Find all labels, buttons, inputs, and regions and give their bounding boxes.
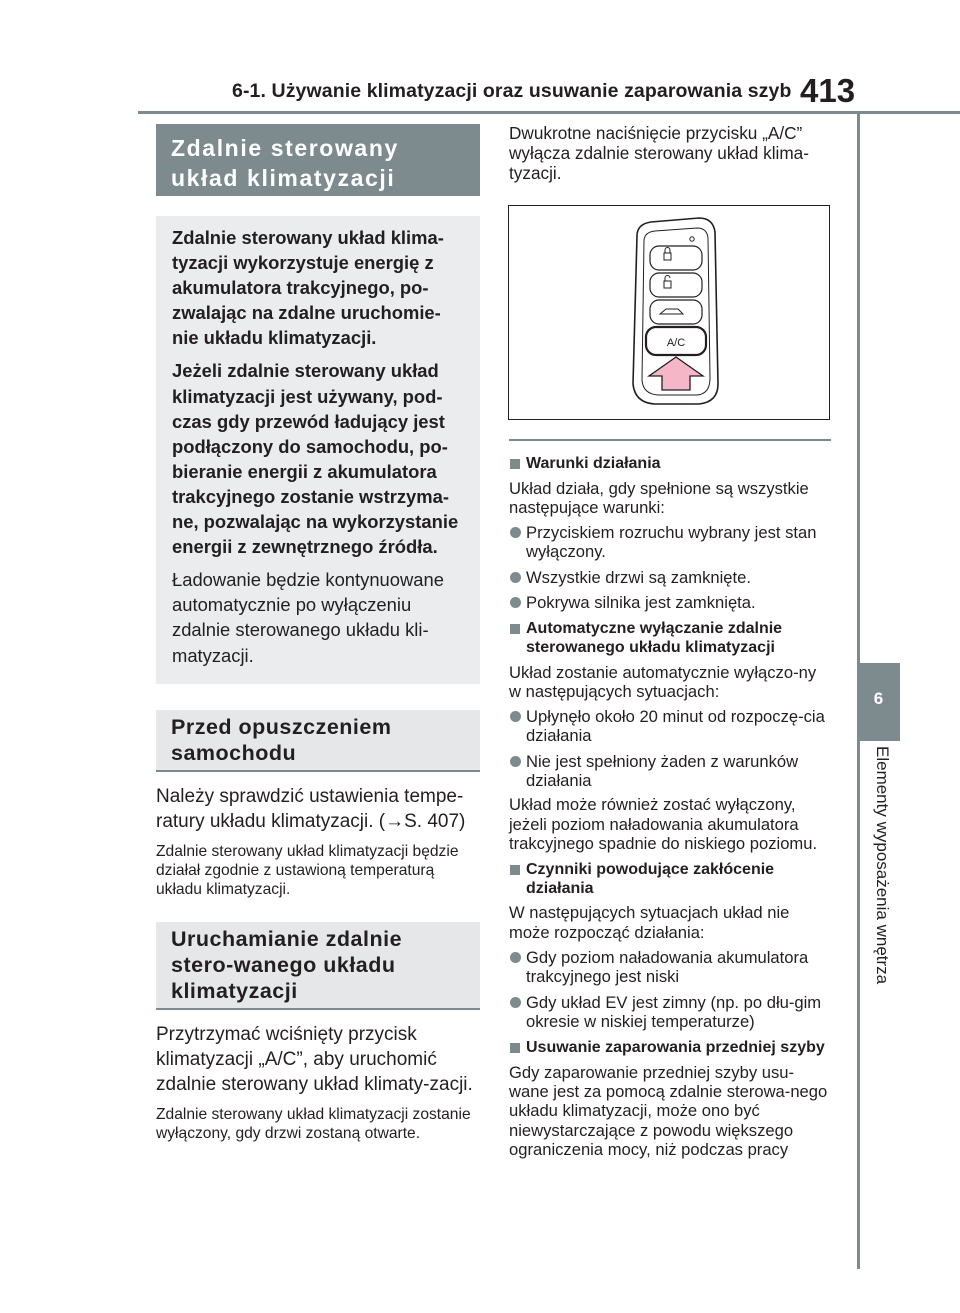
list-item: Nie jest spełniony żaden z warunków działania bbox=[509, 752, 831, 791]
chapter-label: Elementy wyposażenia wnętrza bbox=[873, 746, 892, 985]
list-item: Pokrywa silnika jest zamknięta. bbox=[509, 593, 831, 612]
ac-button-label: A/C bbox=[666, 337, 686, 349]
key-fob-illustration bbox=[509, 206, 828, 418]
page-number: 413 bbox=[800, 72, 856, 109]
square-bullet-icon bbox=[510, 624, 520, 634]
operating-conditions-intro: Układ działa, gdy spełnione są wszystkie następujące warunki: bbox=[509, 478, 809, 517]
section-auto-off: Automatyczne wyłączanie zdalnie sterowanego układu klimatyzacji bbox=[509, 620, 831, 657]
list-item: Wszystkie drzwi są zamknięte. bbox=[509, 568, 831, 587]
running-header-title: 6-1. Używanie klimatyzacji oraz usuwanie zaparowania szyb bbox=[232, 80, 792, 102]
info-paragraph-2: Jeżeli zdalnie sterowany układ klimatyzacji jest używany, pod-czas gdy przewód ładujący jest podłączony do samochodu, po-bieranie energii z akumulatora trakcyjnego zostanie wstrzyma-ne, pozwalając na wykorzystanie energii z zewnętrznego źródła. bbox=[172, 360, 459, 558]
left-column bbox=[156, 124, 480, 1144]
chapter-tab bbox=[857, 663, 900, 741]
right-column-intro bbox=[509, 124, 831, 183]
bullet-icon bbox=[510, 711, 521, 722]
bullet-icon bbox=[510, 756, 521, 767]
info-box bbox=[156, 216, 480, 684]
before-leaving-body: Należy sprawdzić ustawienia tempe-ratury układu klimatyzacji. (→S. 407) bbox=[156, 785, 466, 832]
bullet-icon bbox=[510, 597, 521, 608]
auto-off-outro: Układ może również zostać wyłączony, jeżeli poziom naładowania akumulatora trakcyjnego spadnie do niskiego poziomu. bbox=[509, 795, 818, 853]
square-bullet-icon bbox=[510, 459, 520, 469]
intro-text: Dwukrotne naciśnięcie przycisku „A/C” wyłącza zdalnie sterowany układ klima-tyzacji. bbox=[509, 123, 809, 183]
square-bullet-icon bbox=[510, 865, 520, 875]
figure-rule bbox=[509, 439, 831, 441]
section-heading-remote-ac: Zdalnie sterowany układ klimatyzacji bbox=[156, 124, 480, 196]
info-paragraph-3: Ładowanie będzie kontynuowane automatycznie po wyłączeniu zdalnie sterowanego układu kli-matyzacji. bbox=[172, 569, 444, 666]
section-heading-before-leaving: Przed opuszczeniem samochodu bbox=[156, 710, 480, 772]
bullet-icon bbox=[510, 952, 521, 963]
list-item: Gdy układ EV jest zimny (np. po dłu-gim okresie w niskiej temperaturze) bbox=[509, 993, 831, 1032]
section-heading-starting: Uruchamianie zdalnie stero-wanego układu klimatyzacji bbox=[156, 922, 480, 1010]
bullet-icon bbox=[510, 527, 521, 538]
before-leaving-note: Zdalnie sterowany układ klimatyzacji będzie działał zgodnie z ustawioną temperaturą układu klimatyzacji. bbox=[156, 842, 459, 899]
bullet-icon bbox=[510, 572, 521, 583]
info-paragraph-1: Zdalnie sterowany układ klima-tyzacji wykorzystuje energię z akumulatora trakcyjnego, po-zwalając na zdalne uruchomie-nie układu klimatyzacji. bbox=[172, 227, 444, 349]
starting-body: Przytrzymać wciśnięty przycisk klimatyzacji „A/C”, aby uruchomić zdalnie sterowany układ klimaty-zacji. bbox=[156, 1023, 473, 1095]
starting-note: Zdalnie sterowany układ klimatyzacji zostanie wyłączony, gdy drzwi zostaną otwarte. bbox=[156, 1105, 471, 1143]
bullet-icon bbox=[510, 997, 521, 1008]
list-item: Przyciskiem rozruchu wybrany jest stan wyłączony. bbox=[509, 523, 831, 562]
auto-off-intro: Układ zostanie automatycznie wyłączo-ny w następujących sytuacjach: bbox=[509, 662, 817, 701]
list-item: Gdy poziom naładowania akumulatora trakcyjnego jest niski bbox=[509, 948, 831, 987]
square-bullet-icon bbox=[510, 1043, 520, 1053]
header-rule bbox=[138, 111, 960, 114]
right-column-details bbox=[509, 447, 831, 1159]
defog-body: Gdy zaparowanie przedniej szyby usu-wane jest za pomocą zdalnie sterowa-nego układu klimatyzacji, może ono być niewystarczające z powodu większego ograniczenia mocy, niż podczas pracy bbox=[509, 1062, 828, 1159]
section-interference: Czynniki powodujące zakłócenie działania bbox=[509, 861, 831, 898]
list-item: Upłynęło około 20 minut od rozpoczę-cia działania bbox=[509, 707, 831, 746]
key-fob-figure bbox=[508, 205, 830, 420]
section-operating-conditions: Warunki działania bbox=[509, 455, 831, 474]
interference-intro: W następujących sytuacjach układ nie może rozpocząć działania: bbox=[509, 903, 790, 942]
chapter-number: 6 bbox=[873, 689, 884, 708]
section-defog: Usuwanie zaparowania przedniej szyby bbox=[509, 1039, 831, 1058]
